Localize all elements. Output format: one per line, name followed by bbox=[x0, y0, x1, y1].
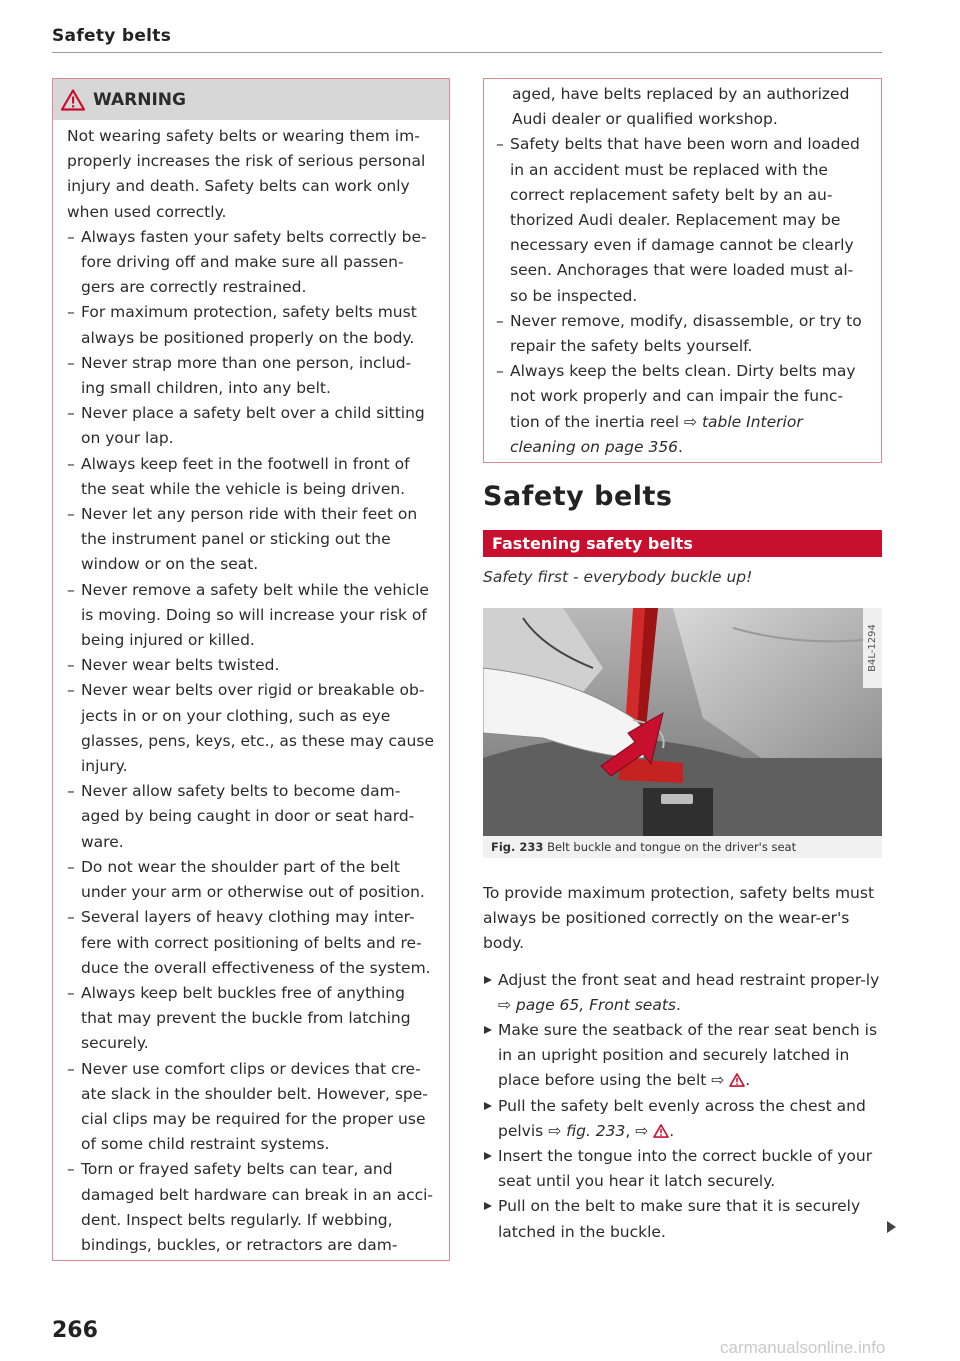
warning-header bbox=[53, 79, 449, 120]
warning-item: – Never place a safety belt over a child sitting on your lap. bbox=[67, 401, 435, 451]
interior-cleaning-link[interactable]: ⇨ table Interior cleaning on page 356 bbox=[510, 412, 803, 456]
warning-item: – Never remove, modify, disassemble, or try to repair the safety belts yourself. bbox=[496, 309, 869, 359]
warning-intro: Not wearing safety belts or wearing them im-properly increases the risk of serious personal injury and death. Safety belts can work only when used correctly. bbox=[67, 127, 426, 221]
belt-buckle-illustration bbox=[483, 608, 882, 836]
warning-title: WARNING bbox=[93, 89, 186, 110]
front-seats-link[interactable]: ⇨ page 65, Front seats bbox=[498, 995, 676, 1014]
warning-item: – Never wear belts over rigid or breakable ob-jects in or on your clothing, such as eye glasses, pens, keys, etc., as these may cause injury. bbox=[67, 678, 435, 779]
warning-item: – Never remove a safety belt while the vehicle is moving. Doing so will increase your risk of being injured or killed. bbox=[67, 578, 435, 654]
warning-list bbox=[67, 225, 435, 1258]
section-tagline: Safety first - everybody buckle up! bbox=[483, 568, 753, 586]
warning-item: – Never use comfort clips or devices that cre-ate slack in the shoulder belt. However, spe-cial clips may be required for the proper use of some child restraint systems. bbox=[67, 1057, 435, 1158]
warning-box bbox=[52, 78, 450, 1261]
figure-code: B4L-1294 bbox=[867, 624, 878, 672]
warning-item: – Several layers of heavy clothing may inter-fere with correct positioning of belts and re-duce the overall effectiveness of the system. bbox=[67, 905, 435, 981]
subsection-title: Fastening safety belts bbox=[483, 530, 882, 557]
continue-arrow-icon bbox=[887, 1221, 896, 1233]
step-end: . bbox=[676, 995, 681, 1014]
warning-continuation-box bbox=[483, 78, 882, 463]
step-item bbox=[483, 1018, 882, 1094]
warning-item: – Always keep belt buckles free of anything that may prevent the buckle from latching securely. bbox=[67, 981, 435, 1057]
figure-233 bbox=[483, 608, 882, 858]
step-end: . bbox=[745, 1071, 751, 1090]
body-text bbox=[483, 881, 882, 1245]
warning-continuation-list bbox=[496, 132, 869, 460]
running-header: Safety belts bbox=[52, 26, 172, 46]
step-text: Adjust the front seat and head restraint proper-ly bbox=[498, 970, 880, 989]
warning-triangle-icon[interactable] bbox=[653, 1124, 669, 1138]
warning-body bbox=[53, 120, 449, 1258]
warning-continuation-text: aged, have belts replaced by an authorized Audi dealer or qualified workshop. bbox=[512, 85, 850, 129]
intro-paragraph: To provide maximum protection, safety belts must always be positioned correctly on the wear-er's body. bbox=[483, 884, 875, 953]
step-item bbox=[483, 968, 882, 1018]
step-text: Pull the safety belt evenly across the chest and pelvis bbox=[498, 1096, 866, 1140]
header-divider bbox=[52, 52, 882, 53]
warning-triangle-icon[interactable] bbox=[729, 1073, 745, 1087]
step-text: Make sure the seatback of the rear seat bench is in an upright position and securely latched in place before using the belt ⇨ bbox=[498, 1021, 878, 1090]
warning-item-end: . bbox=[678, 437, 683, 456]
warning-item bbox=[496, 359, 869, 460]
warning-item-text: Always keep the belts clean. Dirty belts may not work properly and can impair the func-tion of the inertia reel bbox=[510, 362, 856, 431]
figure-label: Fig. 233 bbox=[491, 840, 544, 854]
step-list bbox=[483, 968, 882, 1245]
step-item bbox=[483, 1094, 882, 1144]
step-end: . bbox=[669, 1121, 675, 1140]
warning-item: – Never wear belts twisted. bbox=[67, 653, 435, 678]
section-title: Safety belts bbox=[483, 481, 673, 512]
figure-caption-text: Belt buckle and tongue on the driver's seat bbox=[547, 840, 797, 854]
watermark: carmanualsonline.info bbox=[720, 1338, 886, 1357]
warning-item: – Always fasten your safety belts correctly be-fore driving off and make sure all passen-gers are correctly restrained. bbox=[67, 225, 435, 301]
figure-caption bbox=[491, 840, 796, 854]
fig-233-link[interactable]: ⇨ fig. 233 bbox=[548, 1121, 626, 1140]
warning-item: – Torn or frayed safety belts can tear, and damaged belt hardware can break in an acci-dent. Inspect belts regularly. If webbing, bindings, buckles, or retractors are dam- bbox=[67, 1157, 435, 1258]
warning-item: – Safety belts that have been worn and loaded in an accident must be replaced with the correct replacement safety belt by an au-thorized Audi dealer. Replacement may be necessary even if damage cannot be clearly seen. Anchorages that were loaded must al-so be inspected. bbox=[496, 132, 869, 308]
step-item: Pull on the belt to make sure that it is securely latched in the buckle. bbox=[483, 1194, 882, 1244]
step-mid: , ⇨ bbox=[625, 1121, 649, 1140]
buckle-slot bbox=[661, 794, 693, 804]
warning-item: – Never allow safety belts to become dam-aged by being caught in door or seat hard-ware. bbox=[67, 779, 435, 855]
warning-item: – Never strap more than one person, includ-ing small children, into any belt. bbox=[67, 351, 435, 401]
warning-item: – Never let any person ride with their feet on the instrument panel or sticking out the window or on the seat. bbox=[67, 502, 435, 578]
warning-item: – Always keep feet in the footwell in front of the seat while the vehicle is being driven. bbox=[67, 452, 435, 502]
step-item: Insert the tongue into the correct buckle of your seat until you hear it latch securely. bbox=[483, 1144, 882, 1194]
warning-item: – For maximum protection, safety belts must always be positioned properly on the body. bbox=[67, 300, 435, 350]
page-number: 266 bbox=[52, 1318, 98, 1343]
warning-item: – Do not wear the shoulder part of the belt under your arm or otherwise out of position. bbox=[67, 855, 435, 905]
warning-triangle-icon bbox=[61, 89, 85, 111]
